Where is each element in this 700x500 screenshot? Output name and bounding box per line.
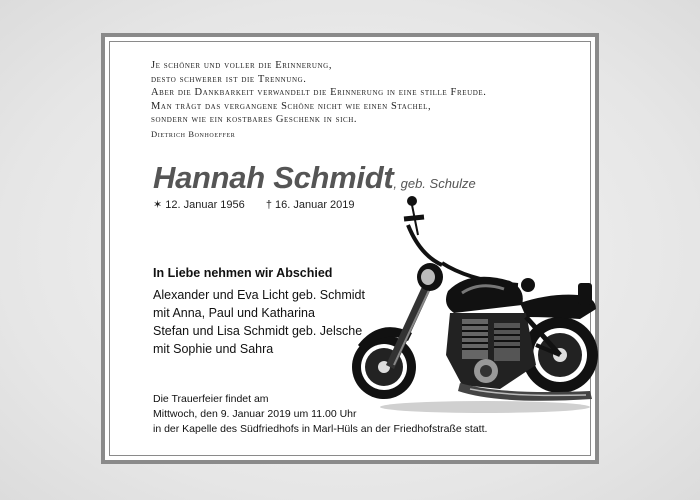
quote-line: Aber die Dankbarkeit verwandelt die Erinnerung in eine stille Freude. (151, 87, 487, 98)
mourner-line: Stefan und Lisa Schmidt geb. Jelsche (153, 324, 363, 338)
quote-line: desto schwerer ist die Trennung. (151, 73, 307, 85)
mourners-block (153, 264, 365, 358)
quote-block (151, 59, 487, 141)
ceremony-line: Die Trauerfeier findet am (153, 393, 269, 405)
deceased-name (153, 160, 476, 196)
maiden-name: , geb. Schulze (393, 176, 476, 191)
quote-author: Dietrich Bonhoeffer (151, 128, 236, 139)
quote-line: Man trägt das vergangene Schöne nicht wie einen Stachel, (151, 100, 432, 112)
mourner-line: mit Anna, Paul und Katharina (153, 306, 315, 320)
obituary-card (101, 33, 599, 464)
birth-date: ✶ 12. Januar 1956 (153, 199, 245, 211)
farewell-heading: In Liebe nehmen wir Abschied (153, 266, 333, 280)
full-name: Hannah Schmidt (153, 160, 394, 195)
mourner-line: mit Sophie und Sahra (153, 342, 274, 356)
death-date: † 16. Januar 2019 (265, 199, 355, 211)
quote-line: sondern wie ein kostbares Geschenk in sich. (151, 114, 358, 125)
ceremony-line: Mittwoch, den 9. Januar 2019 um 11.00 Uhr (153, 408, 357, 420)
quote-line: Je schöner und voller die Erinnerung, (151, 60, 333, 71)
mourner-line: Alexander und Eva Licht geb. Schmidt (153, 288, 365, 302)
ceremony-line: in der Kapelle des Südfriedhofs in Marl-Hüls an der Friedhofstraße statt. (153, 423, 488, 435)
life-dates (153, 198, 373, 211)
motorcycle-illustration (350, 195, 598, 420)
